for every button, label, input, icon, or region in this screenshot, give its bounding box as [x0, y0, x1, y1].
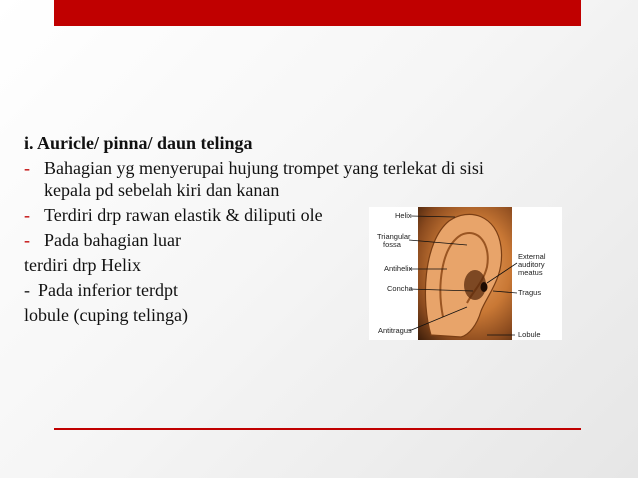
text-line: lobule (cuping telinga) [24, 305, 188, 325]
ear-outline [425, 214, 501, 337]
bullet-text: Terdiri drp rawan elastik & diliputi ole [44, 205, 323, 225]
label-antihelix: Antihelix [384, 264, 413, 273]
bullet-dash: - [24, 230, 30, 250]
label-tragus: Tragus [518, 288, 542, 297]
label-antitragus: Antitragus [378, 326, 412, 335]
line-dash: - [24, 280, 30, 300]
bullet-text: kepala pd sebelah kiri dan kanan [44, 180, 280, 200]
label-meatus: meatus [518, 268, 543, 277]
bullet-text: Pada bahagian luar [44, 230, 181, 250]
meatus-opening [481, 282, 488, 292]
label-lobule: Lobule [518, 330, 541, 339]
bullet-dash: - [24, 158, 30, 178]
label-helix: Helix [395, 211, 412, 220]
label-concha: Concha [387, 284, 413, 293]
ear-diagram [369, 207, 562, 340]
label-fossa: fossa [383, 240, 401, 249]
bullet-dash: - [24, 205, 30, 225]
label-external: External [518, 252, 546, 261]
slide-heading: i. Auricle/ pinna/ daun telinga [24, 133, 253, 153]
bullet-text: Bahagian yg menyerupai hujung trompet yang terlekat di sisi [44, 158, 484, 178]
text-line: terdiri drp Helix [24, 255, 141, 275]
label-auditory: auditory [518, 260, 545, 269]
bottom-accent-line [54, 428, 581, 430]
bullet-item [24, 157, 584, 201]
top-accent-bar [54, 0, 581, 26]
line-text: Pada inferior terdpt [38, 280, 178, 300]
label-triangular: Triangular [377, 232, 411, 241]
